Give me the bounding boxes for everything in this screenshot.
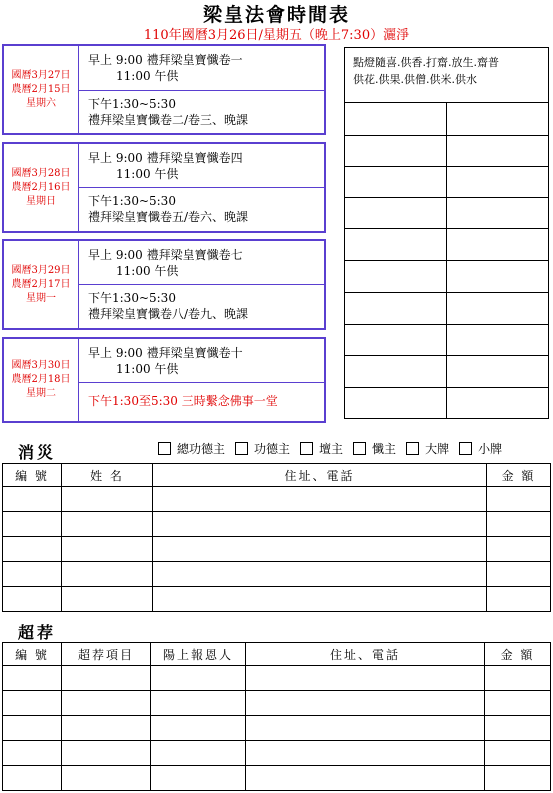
afternoon-schedule [78, 383, 324, 421]
option-label: 大牌 [425, 442, 450, 456]
lunar-date: 農曆2月18日 [11, 374, 71, 385]
day-date-label [4, 46, 79, 133]
day-block [2, 142, 326, 233]
morning-schedule [78, 144, 324, 188]
afternoon-line-1: 下午1:30~5:30 [88, 291, 176, 305]
table-row [3, 666, 551, 691]
solar-date: 國曆3月29日 [11, 264, 71, 276]
chaojian-table [2, 642, 551, 791]
checkbox[interactable] [459, 442, 472, 455]
day-date-label [4, 241, 79, 328]
table-row [3, 691, 551, 716]
checkbox[interactable] [353, 442, 366, 455]
table-header-row [3, 643, 551, 666]
xiaozai-table [2, 463, 551, 612]
weekday: 星期六 [26, 97, 56, 109]
table-row [3, 487, 551, 512]
day-block [2, 337, 326, 423]
offerings-line-2: 供花.供果.供僧.供米.供水 [353, 73, 477, 86]
morning-line-2: 11:00 午供 [116, 362, 179, 376]
weekday: 星期二 [26, 388, 56, 399]
afternoon-line-2: 禮拜梁皇寶懺卷二/卷三、晚課 [88, 113, 249, 127]
checkbox[interactable] [158, 442, 171, 455]
option-label: 小牌 [478, 442, 503, 456]
col-number: 編 號 [3, 643, 62, 666]
afternoon-line-1: 下午1:30至5:30 三時繫念佛事一堂 [88, 394, 278, 408]
morning-line-2: 11:00 午供 [116, 69, 179, 83]
solar-date: 國曆3月28日 [11, 167, 71, 179]
afternoon-line-2: 禮拜梁皇寶懺卷八/卷九、晚課 [88, 307, 249, 321]
weekday: 星期一 [26, 292, 56, 304]
col-benefactor: 陽上報恩人 [151, 643, 246, 666]
col-amount: 金 額 [487, 464, 551, 487]
option-label: 懺主 [372, 442, 397, 456]
table-row [3, 537, 551, 562]
afternoon-line-2: 禮拜梁皇寶懺卷五/卷六、晚課 [88, 210, 249, 224]
col-address: 住址、電話 [246, 643, 485, 666]
weekday: 星期日 [26, 195, 56, 207]
solar-date: 國曆3月27日 [11, 69, 71, 81]
col-item: 超荐項目 [62, 643, 151, 666]
morning-line-2: 11:00 午供 [116, 264, 179, 278]
table-header-row [3, 464, 551, 487]
offerings-header [345, 48, 548, 103]
col-address: 住址、電話 [153, 464, 487, 487]
checkbox[interactable] [235, 442, 248, 455]
solar-date: 國曆3月30日 [11, 360, 71, 371]
table-row [3, 512, 551, 537]
lunar-date: 農曆2月15日 [11, 83, 71, 95]
page-subtitle: 110年國曆3月26日/星期五（晚上7:30）灑淨 [143, 28, 410, 43]
lunar-date: 農曆2月16日 [11, 181, 71, 193]
col-number: 編 號 [3, 464, 62, 487]
lunar-date: 農曆2月17日 [11, 278, 71, 290]
morning-line-1: 早上 9:00 禮拜梁皇寶懺卷十 [88, 346, 243, 360]
offerings-line-1: 點燈隨喜.供香.打齋.放生.齋普 [353, 56, 499, 69]
table-row [3, 587, 551, 612]
option-label: 功德主 [254, 442, 291, 456]
day-date-label [4, 144, 79, 231]
morning-schedule [78, 339, 324, 383]
page-title: 梁皇法會時間表 [202, 4, 350, 26]
morning-schedule [78, 241, 324, 285]
col-name: 姓 名 [62, 464, 153, 487]
afternoon-schedule [78, 285, 324, 328]
chaojian-title: 超荐 [18, 623, 57, 642]
checkbox[interactable] [300, 442, 313, 455]
day-block [2, 44, 326, 135]
xiaozai-title: 消災 [18, 443, 57, 462]
offerings-box [344, 47, 549, 419]
afternoon-schedule [78, 188, 324, 231]
morning-line-2: 11:00 午供 [116, 167, 179, 181]
table-row [3, 562, 551, 587]
morning-line-1: 早上 9:00 禮拜梁皇寶懺卷四 [88, 151, 243, 165]
day-date-label [4, 339, 79, 421]
table-row [3, 766, 551, 791]
xiaozai-options [158, 440, 512, 457]
option-label: 壇主 [319, 442, 344, 456]
col-amount: 金 額 [485, 643, 551, 666]
morning-line-1: 早上 9:00 禮拜梁皇寶懺卷一 [88, 53, 243, 67]
morning-schedule [78, 46, 324, 91]
checkbox[interactable] [406, 442, 419, 455]
day-block [2, 239, 326, 330]
afternoon-schedule [78, 91, 324, 133]
afternoon-line-1: 下午1:30~5:30 [88, 194, 176, 208]
option-label: 總功德主 [177, 442, 226, 456]
afternoon-line-1: 下午1:30~5:30 [88, 97, 176, 111]
morning-line-1: 早上 9:00 禮拜梁皇寶懺卷七 [88, 248, 243, 262]
table-row [3, 716, 551, 741]
table-row [3, 741, 551, 766]
